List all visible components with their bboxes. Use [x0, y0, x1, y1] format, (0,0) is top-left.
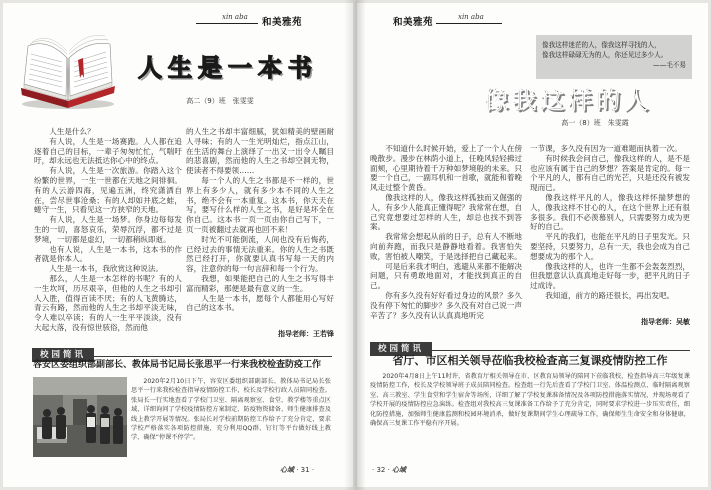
paragraph: 每一个人的人生之书都是不一样的，世界上有多少人，就有多少本不同的人生之书，绝不会有一本重复。这本书，你天天在写，要写什么样的人生之书，是好是坏全在你自己。这本书一页一页由你自己写下，一页一页被翻过去就再也回不来！ [186, 175, 334, 234]
right-news-body [370, 372, 690, 428]
book-illustration [18, 30, 118, 112]
left-header-rule [196, 23, 258, 24]
paragraph: 我常常会想起从前的日子，总有人不断地向前奔跑，而我只是静静地看着。我害怕失败，害怕被人嘲笑，于是选择把自己藏起来。 [370, 232, 522, 261]
left-news-text: 2020年2月10日下午，容安区委组织部副部长、教体局书记局长张思平一行来我校检查指导疫情防控工作，校长及学校行政人员陪同检查。张局长一行实地查看了学校门卫室、隔离观察室、食堂、教学楼等重点区域，详细询问了学校疫情防控方案制定、防疫物资储备、师生健康排查及线上教学开展等情况。张局长对学校前期防控工作给予了充分肯定，要求学校严格落实各项防控措施，充分利用QQ群、钉钉等平台做好线上教学，确保“停课不停学”。 [131, 378, 331, 442]
left-footer [280, 465, 314, 475]
left-article-column-1 [34, 127, 182, 333]
left-article-column-2 [186, 127, 334, 313]
left-article-title: 人生是一本书 [138, 53, 318, 82]
paragraph: 平凡的我们，也能在平凡的日子里发光。只要坚持，只要努力，总有一天，我也会成为自己想要成为的那个人。 [530, 232, 690, 261]
paragraph: 那么，人生是一本怎样的书呢？有的人一生坎坷，历尽艰辛，但他的人生之书却引人入胜，值得百读不厌；有的人飞黄腾达，青云有路，然而他的人生之书却平淡无味，令人难以卒读；有的人一生平平淡淡，没有大起大落，没有惊世骇俗，然而他 [34, 273, 182, 332]
left-page-number: · 31 · [296, 466, 315, 474]
right-news-section-header [370, 336, 690, 354]
page-gutter [344, 0, 366, 490]
paragraph: 像我这样的人，也许一生都不会轰轰烈烈，但我愿意认认真真地走好每一步，把平凡的日子过成诗。 [530, 261, 690, 291]
right-news-section-label: 校园简讯 [370, 342, 432, 356]
left-news-section-header [32, 342, 332, 360]
epigraph-line: 像我这样碌碌无为的人，你还见过多少人。 [542, 51, 668, 59]
paragraph: 时光不可能倒流，人间也没有后悔药，已经过去的事情无法重来。你的人生之书既然已经打开，你就要认真书写每一天的内容，注意你的每一句言辞和每一个行为。 [186, 234, 334, 274]
paragraph: 你有多久没有好好看过身边的风景？多久没有停下匆忙的脚步？多久没有对自己说一声辛苦了？多久没有认认真真地听完 [370, 290, 522, 320]
paragraph: 也有人说，人生是一本书，这本书的作者就是你本人。 [34, 244, 182, 264]
left-news-section-label: 校园简讯 [32, 348, 94, 362]
left-article-byline: 高二（9）班 张雯雯 [186, 97, 254, 105]
left-footer-magazine: 心域 [280, 465, 294, 474]
paragraph: 像我这样平凡的人，像我这样怀揣梦想的人，像我这样不甘心的人，在这个世界上还有很多很多。我们不必羡慕别人，只需要努力成为更好的自己。 [530, 192, 690, 232]
right-header-section: 和美雅苑 [393, 17, 434, 28]
left-header-section: 和美雅苑 [262, 17, 303, 28]
paragraph: 人生是什么？ [49, 127, 95, 136]
right-article-title: 像我这样的人 [484, 85, 652, 114]
right-news-headline: 省厅、市区相关领导莅临我校检查高三复课疫情防控工作 [392, 354, 668, 367]
left-header-latin: xin aba [222, 13, 248, 21]
epigraph-line: 像我这样迷茫的人，像我这样寻找的人， [542, 41, 661, 49]
paragraph: 人生是一本书，愿每个人都能用心写好自己的这本书。 [186, 293, 334, 313]
right-article-advisor: 指导老师：吴敏 [641, 318, 690, 326]
news-photo [33, 377, 127, 457]
right-header-rule [436, 23, 502, 24]
paragraph: 有人说，人生是一场赛跑。人人都在追逐着自己的目标，一辈子匆匆忙忙，气喘吁吁，却永远也无法抵达你心中的终点。 [34, 136, 182, 166]
right-article-column-2 [530, 144, 690, 301]
paragraph: 人生是一本书，我欣赏这种说法。 [49, 264, 164, 274]
right-article-byline: 高一（8）班 朱雯霞 [561, 119, 629, 127]
paragraph: 有人说，人生是一场梦。你身边每每发生的一切，喜怒哀乐，荣辱沉浮，都不过是梦境，一切都是虚幻，一切都稍纵即逝。 [34, 215, 182, 244]
paragraph: 有时候我会问自己，像我这样的人，是不是也应该有属于自己的梦想？答案是肯定的。每一个平凡的人，都有自己的光芒，只是还没有被发现而已。 [530, 153, 690, 193]
paragraph: 我想，如果能把自己的人生之书写得丰富而精彩，那便是最有意义的一生。 [186, 273, 334, 293]
right-footer-magazine: 心域 [392, 465, 407, 474]
right-page-number: · 32 · [372, 466, 390, 474]
paragraph: 我知道，前方的路还很长，再出发吧。 [545, 290, 675, 300]
paragraph: 可是后来我才明白，逃避从来都不能解决问题，只有勇敢地面对，才能找到真正的自己。 [370, 261, 522, 291]
right-header-latin: xin aba [458, 13, 484, 21]
paragraph: 像我这样的人，像我这样孤独而又倔强的人，有多少人能真正懂得呢？我常常在想，自己究竟想要过怎样的人生，却总也找不到答案。 [370, 192, 522, 232]
right-article-column-1 [370, 144, 522, 320]
paragraph: 一节课，多久没有因为一道难题而执着一次。 [530, 144, 682, 153]
right-footer [372, 465, 406, 475]
left-article-advisor: 指导老师：王若锋 [278, 330, 334, 338]
paragraph: 的人生之书却丰富细腻，犹如精美的壁画耐人寻味；有的人一生光明灿烂，指点江山，在生活的舞台上演绎了一出又一出令人瞩目的悲喜剧，然而他的人生之书却空洞无物，使读者不得要领…… [186, 127, 334, 176]
paragraph: 不知道什么时候开始，爱上了一个人在傍晚散步。漫步在林荫小道上，任晚风轻轻拂过面颊，心里期待着千万种如梦境般的未来。只要一个自己，一副耳机和一首歌，就能和着晚风走过整个黄昏。 [370, 144, 522, 193]
left-news-headline: 容安区委组织部副部长、教体局书记局长张思平一行来我校检查防疫工作 [33, 360, 322, 370]
epigraph-box [536, 35, 692, 79]
left-news-body [131, 377, 331, 443]
paragraph: 有人说，人生是一次旅游。你踏入这个纷繁的世界，一生一世都在天地之间徘徊。有的人云游四海，见遍五洲，终究潇洒自在，尝尽世事沧桑；有的人却如井底之蛙，蜷守一生，只看见这一方狭窄的天地。 [34, 166, 182, 215]
epigraph-attribution: ——毛不易 [653, 61, 686, 69]
right-news-text: 2020年4月8日上午11时许，省教育厅相关领导在市、区教育局领导的陪同下莅临我校，检查指导高三年级复课疫情防控工作，校长及学校领导班子成员陪同检查。检查组一行先后查看了学校门卫室、体温检测点、临时隔离观察室、高三教室、学生食堂和学生宿舍等场所，详细了解了学校复课准备情况及各项防控措施落实情况，并现场观看了学校开展的疫情防控应急演练。检查组对我校高三复课准备工作给予了充分肯定，同时要求学校进一步压实责任，细化防控措施，加强师生健康监测和校园环境消杀，做好复课期间学生心理疏导工作，确保师生生命安全和身体健康，确保高三复课工作平稳有序开展。 [370, 373, 690, 428]
